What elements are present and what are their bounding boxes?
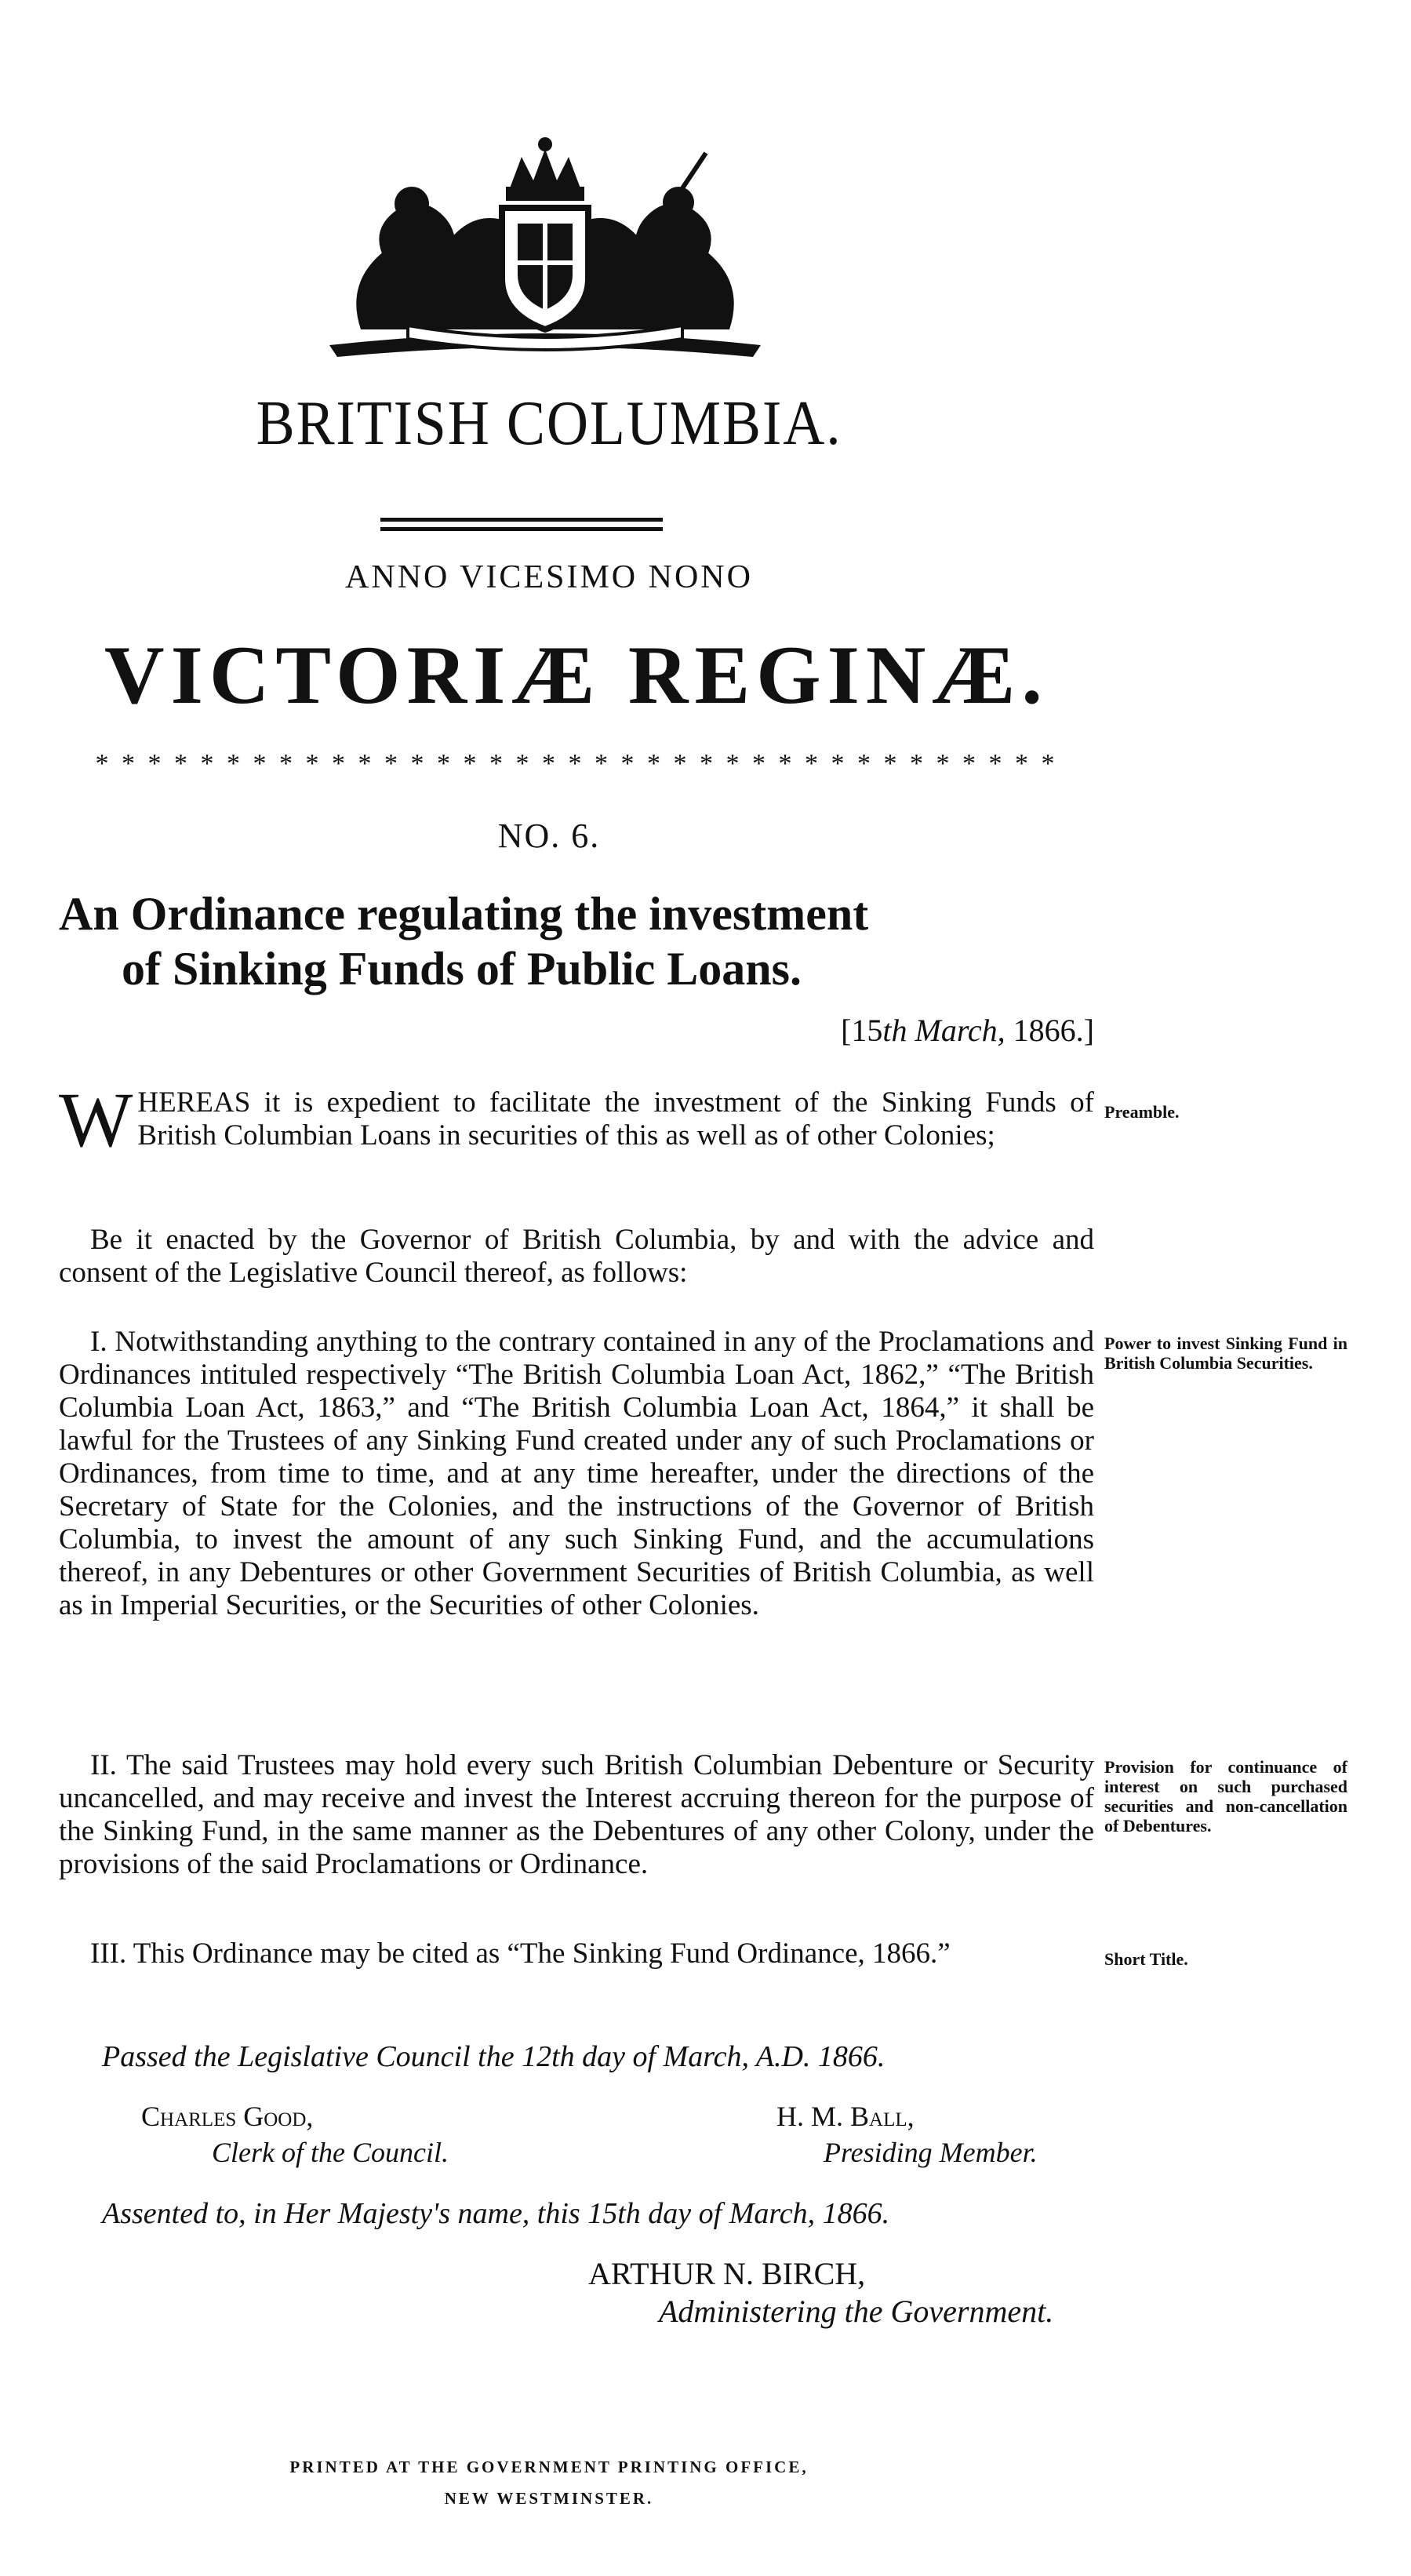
section-2: II. The said Trustees may hold every such British Columbian Debenture or Security uncancelled, and may receive and invest the Interest accruing thereon for the purpose of the Sinking Fund, in the same manner as the Debentures of any other Colony, under the provisions of the said Proclamations or Ordinance. xyxy=(59,1749,1094,1880)
preamble-text: HEREAS it is expedient to facilitate the investment of the Sinking Funds of British Columbian Loans in securities of this as well as of other Colonies; xyxy=(137,1086,1094,1152)
administrator-role: Administering the Government. xyxy=(659,2294,1054,2329)
regnal-year: ANNO VICESIMO NONO xyxy=(345,559,753,595)
assent-statement: Assented to, in Her Majesty's name, this 15th day of March, 1866. xyxy=(102,2197,890,2230)
imprint-line-2: NEW WESTMINSTER. xyxy=(444,2489,654,2508)
administrator-name: ARTHUR N. BIRCH, xyxy=(588,2256,866,2291)
margin-note-section-1: Power to invest Sinking Fund in British Columbia Securities. xyxy=(1104,1333,1347,1373)
section-3: III. This Ordinance may be cited as “The Sinking Fund Ordinance, 1866.” xyxy=(90,1937,951,1970)
star-ornament: * * * * * * * * * * * * * * * * * * * * * * * * * * * * * * * * * * * * * xyxy=(95,749,1058,778)
dropcap: W xyxy=(59,1076,133,1163)
title-line-1: An Ordinance regulating the investment xyxy=(59,888,869,940)
imprint-line-1: PRINTED AT THE GOVERNMENT PRINTING OFFICE, xyxy=(289,2458,809,2476)
passed-statement: Passed the Legislative Council the 12th day of March, A.D. 1866. xyxy=(102,2040,886,2073)
presiding-signature xyxy=(776,2098,1038,2170)
clerk-signature xyxy=(141,2098,449,2170)
presiding-role: Presiding Member. xyxy=(824,2137,1038,2168)
clerk-name: Charles Good, xyxy=(141,2101,314,2132)
date-close: 1866.] xyxy=(1005,1013,1094,1048)
preamble-paragraph xyxy=(59,1076,1094,1163)
ordinance-title xyxy=(59,886,1094,996)
date-open: [15 xyxy=(841,1013,883,1048)
double-rule-bottom xyxy=(380,527,663,531)
date-italic: th March, xyxy=(882,1013,1006,1048)
printer-imprint xyxy=(0,2451,1098,2514)
enacting-clause: Be it enacted by the Governor of British Columbia, by and with the advice and consent of the Legislative Council thereof, as follows: xyxy=(59,1224,1094,1289)
clerk-role: Clerk of the Council. xyxy=(212,2137,449,2168)
double-rule-top xyxy=(380,518,663,522)
margin-note-section-2: Provision for continuance of interest on such purchased securities and non-cancellation of Debentures. xyxy=(1104,1757,1347,1836)
administrator-signature xyxy=(588,2255,1053,2330)
ordinance-date xyxy=(59,1012,1094,1049)
presiding-name: H. M. Ball, xyxy=(776,2101,915,2132)
ordinance-number: NO. 6. xyxy=(497,817,601,855)
margin-note-preamble: Preamble. xyxy=(1104,1102,1180,1122)
colony-heading: BRITISH COLUMBIA. xyxy=(256,389,842,458)
margin-note-section-3: Short Title. xyxy=(1104,1949,1188,1969)
section-1: I. Notwithstanding anything to the contrary contained in any of the Proclamations and Ordinances intituled respectively “The British Columbia Loan Act, 1862,” “The British Columbia Loan Act, 1863,” and “The British Columbia Loan Act, 1864,” it shall be lawful for the Trustees of any Sinking Fund created under any of such Proclamations or Ordinances, from time to time, and at any time hereafter, under the directions of the Secretary of State for the Colonies, and the instructions of the Governor of British Columbia, to invest the amount of any such Sinking Fund, and the accumulations thereof, in any Debentures or other Government Securities of British Columbia, as well as in Imperial Securities, or the Securities of other Colonies. xyxy=(59,1326,1094,1621)
royal-coat-of-arms-icon xyxy=(314,133,776,361)
title-line-2: of Sinking Funds of Public Loans. xyxy=(122,943,802,995)
reign-heading: VICTORIÆ REGINÆ. xyxy=(104,629,1049,721)
